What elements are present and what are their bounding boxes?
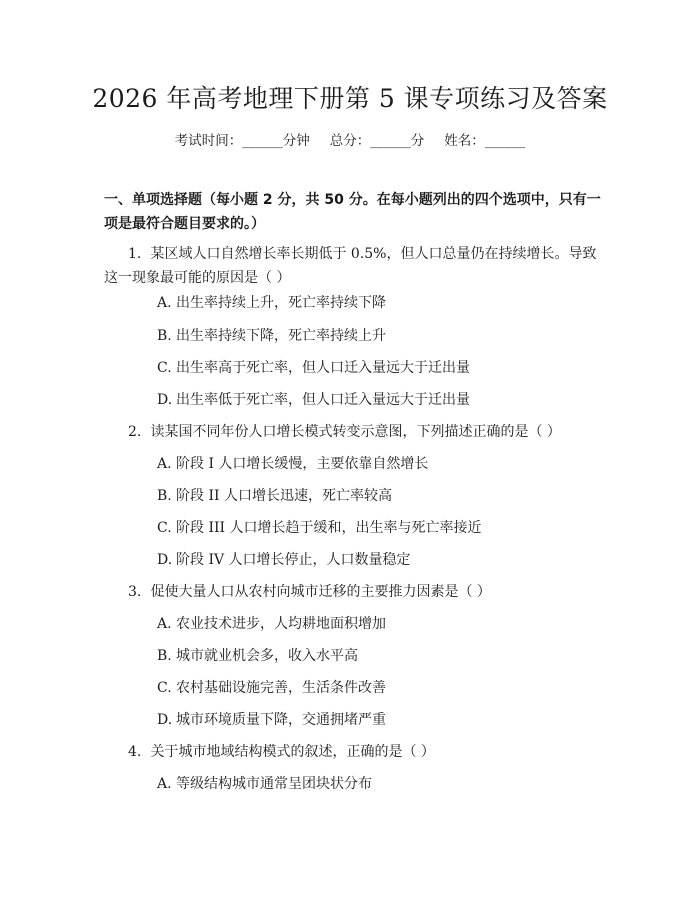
option-letter: C. [157, 360, 172, 376]
question-stem: 促使大量人口从农村向城市迁移的主要推力因素是（ ） [150, 584, 491, 600]
option-3a [157, 614, 597, 634]
option-letter: A. [157, 776, 172, 792]
name-field: 姓名：______ [444, 133, 526, 149]
question-3 [104, 580, 600, 604]
option-3b [157, 646, 597, 666]
option-1a [157, 293, 597, 313]
option-letter: D. [157, 392, 173, 408]
option-3d [157, 710, 597, 730]
option-letter: B. [157, 328, 172, 344]
option-letter: A. [157, 616, 172, 632]
option-text: 阶段 II 人口增长迅速，死亡率较高 [176, 488, 392, 504]
page-title: 2026 年高考地理下册第 5 课专项练习及答案 [92, 84, 608, 113]
option-1c [157, 358, 597, 378]
option-letter: A. [157, 456, 172, 472]
question-2 [104, 420, 600, 444]
option-text: 出生率持续下降，死亡率持续上升 [176, 328, 386, 344]
option-3c [157, 678, 597, 698]
option-1b [157, 326, 597, 346]
option-2a [157, 454, 597, 474]
question-number: 4. [128, 744, 142, 760]
option-1d [157, 390, 597, 410]
option-letter: C. [157, 520, 172, 536]
exam-info-line [0, 131, 700, 151]
exam-time-field: 考试时间：______分钟 [174, 133, 310, 149]
question-number: 3. [128, 584, 142, 600]
option-text: 阶段 I 人口增长缓慢，主要依靠自然增长 [176, 456, 429, 472]
question-stem: 读某国不同年份人口增长模式转变示意图，下列描述正确的是（ ） [150, 424, 561, 440]
option-letter: D. [157, 552, 173, 568]
option-2d [157, 550, 597, 570]
option-letter: D. [157, 712, 173, 728]
option-text: 等级结构城市通常呈团块状分布 [176, 776, 372, 792]
option-text: 农业技术进步，人均耕地面积增加 [176, 616, 386, 632]
option-text: 出生率高于死亡率，但人口迁入量远大于迁出量 [176, 360, 470, 376]
question-stem: 某区域人口自然增长率长期低于 0.5%，但人口总量仍在持续增长。导致这一现象最可能的原因是（ ） [104, 246, 597, 286]
option-letter: C. [157, 680, 172, 696]
option-text: 城市就业机会多，收入水平高 [176, 648, 358, 664]
section-heading: 一、单项选择题（每小题 2 分，共 50 分。在每小题列出的四个选项中，只有一项是最符合题目要求的。） [104, 192, 601, 232]
option-4a [157, 774, 597, 794]
option-letter: B. [157, 648, 172, 664]
option-2c [157, 518, 597, 538]
question-4 [104, 740, 600, 764]
question-1 [104, 242, 600, 290]
option-text: 阶段 IV 人口增长停止，人口数量稳定 [176, 552, 411, 568]
total-score-field: 总分：______分 [329, 133, 425, 149]
option-2b [157, 486, 597, 506]
option-text: 出生率持续上升，死亡率持续下降 [176, 295, 386, 311]
option-letter: A. [157, 295, 172, 311]
option-text: 阶段 III 人口增长趋于缓和，出生率与死亡率接近 [176, 520, 482, 536]
option-letter: B. [157, 488, 172, 504]
option-text: 农村基础设施完善，生活条件改善 [176, 680, 386, 696]
option-text: 城市环境质量下降，交通拥堵严重 [176, 712, 386, 728]
question-stem: 关于城市地域结构模式的叙述，正确的是（ ） [150, 744, 435, 760]
option-text: 出生率低于死亡率，但人口迁入量远大于迁出量 [176, 392, 470, 408]
question-number: 2. [128, 424, 142, 440]
question-number: 1. [128, 246, 142, 262]
